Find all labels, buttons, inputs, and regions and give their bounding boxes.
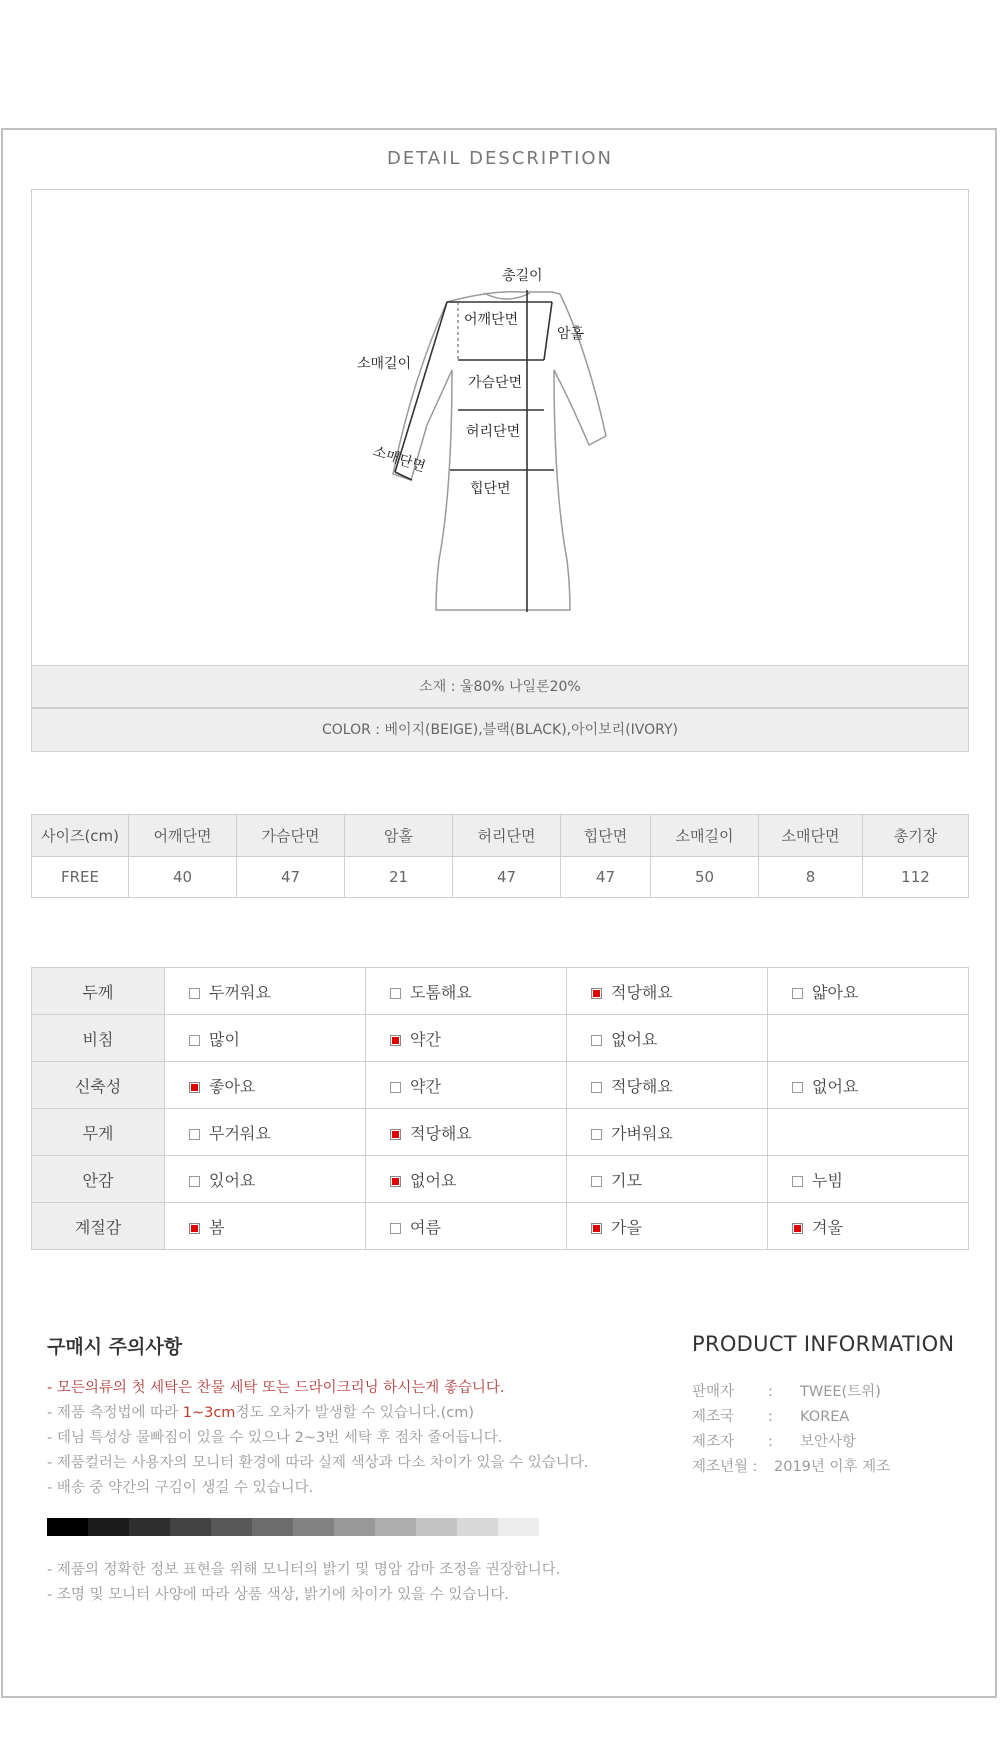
size-table xyxy=(31,814,969,898)
property-label: 계절감 xyxy=(32,1203,165,1250)
option-label: 없어요 xyxy=(812,1076,859,1096)
grayscale-swatch xyxy=(129,1518,170,1536)
property-option xyxy=(567,968,768,1015)
list-item: - 제품의 정확한 정보 표현을 위해 모니터의 밝기 및 명암 감마 조정을 권장합니다. xyxy=(47,1562,561,1578)
option-label: 여름 xyxy=(410,1217,441,1237)
cell-sleeve-length: 50 xyxy=(651,857,759,898)
color-row: COLOR : 베이지(BEIGE),블랙(BLACK),아이보리(IVORY) xyxy=(31,708,969,752)
header-waist: 허리단면 xyxy=(453,815,561,857)
grayscale-swatch xyxy=(47,1518,88,1536)
cell-total-length: 112 xyxy=(863,857,969,898)
property-option xyxy=(567,1156,768,1203)
fabric-properties-table xyxy=(31,967,969,1250)
property-option xyxy=(567,1203,768,1250)
product-info-title: PRODUCT INFORMATION xyxy=(692,1332,955,1356)
property-option xyxy=(165,1203,366,1250)
list-item xyxy=(47,1401,588,1426)
unchecked-box-icon xyxy=(792,1082,803,1093)
property-label: 안감 xyxy=(32,1156,165,1203)
table-row xyxy=(32,857,969,898)
cell-shoulder: 40 xyxy=(129,857,237,898)
garment-illustration xyxy=(31,189,969,665)
option-label: 많이 xyxy=(209,1029,240,1049)
property-option xyxy=(366,1156,567,1203)
unchecked-box-icon xyxy=(591,1176,602,1187)
unchecked-box-icon xyxy=(390,1223,401,1234)
product-info-list xyxy=(692,1380,890,1480)
property-label: 무게 xyxy=(32,1109,165,1156)
list-item: - 데님 특성상 물빠짐이 있을 수 있으나 2~3번 세탁 후 점차 줄어듭니다. xyxy=(47,1430,503,1446)
note-text: - 제품 측정법에 따라 xyxy=(47,1405,183,1421)
property-option xyxy=(567,1062,768,1109)
unchecked-box-icon xyxy=(189,988,200,999)
checked-box-icon xyxy=(390,1176,401,1187)
label-cuff: 소매단면 xyxy=(370,443,428,476)
option-label: 두꺼워요 xyxy=(209,982,271,1002)
property-option xyxy=(768,968,969,1015)
product-info-value: 2019년 이후 제조 xyxy=(774,1459,891,1475)
property-option xyxy=(768,1156,969,1203)
option-label: 적당해요 xyxy=(611,982,673,1002)
property-option xyxy=(768,1015,969,1062)
unchecked-box-icon xyxy=(591,1129,602,1140)
property-label: 신축성 xyxy=(32,1062,165,1109)
unchecked-box-icon xyxy=(591,1035,602,1046)
property-option xyxy=(366,1015,567,1062)
unchecked-box-icon xyxy=(390,988,401,999)
option-label: 봄 xyxy=(209,1217,225,1237)
property-option xyxy=(366,968,567,1015)
option-label: 약간 xyxy=(410,1029,441,1049)
cell-size: FREE xyxy=(32,857,129,898)
option-label: 있어요 xyxy=(209,1170,256,1190)
table-row xyxy=(32,1203,969,1250)
header-chest: 가슴단면 xyxy=(237,815,345,857)
label-sleeve-length: 소매길이 xyxy=(357,356,412,372)
unchecked-box-icon xyxy=(189,1035,200,1046)
label-waist: 허리단면 xyxy=(466,424,521,440)
product-info-row xyxy=(692,1455,890,1480)
checked-box-icon xyxy=(189,1082,200,1093)
label-chest: 가슴단면 xyxy=(468,375,523,391)
note-text: 정도 오차가 발생할 수 있습니다.(cm) xyxy=(235,1405,474,1421)
header-total-length: 총기장 xyxy=(863,815,969,857)
property-option xyxy=(768,1203,969,1250)
table-row xyxy=(32,1062,969,1109)
unchecked-box-icon xyxy=(591,1082,602,1093)
armhole-line xyxy=(544,302,552,360)
product-info-key: 판매자 xyxy=(692,1384,735,1400)
grayscale-swatch xyxy=(170,1518,211,1536)
product-info-value: 보안사항 xyxy=(800,1434,857,1450)
product-info-key: 제조국 xyxy=(692,1409,735,1425)
option-label: 적당해요 xyxy=(611,1076,673,1096)
option-label: 무거워요 xyxy=(209,1123,271,1143)
option-label: 겨울 xyxy=(812,1217,843,1237)
property-option xyxy=(165,1109,366,1156)
grayscale-swatch xyxy=(293,1518,334,1536)
material-row: 소재 : 울80% 나일론20% xyxy=(31,665,969,708)
property-option xyxy=(366,1062,567,1109)
product-info-key: 제조년월 : xyxy=(692,1459,758,1475)
grayscale-swatch xyxy=(334,1518,375,1536)
table-row xyxy=(32,968,969,1015)
property-option xyxy=(567,1109,768,1156)
option-label: 도톰해요 xyxy=(410,982,472,1002)
option-label: 없어요 xyxy=(410,1170,457,1190)
product-info-value: KOREA xyxy=(800,1409,850,1425)
grayscale-swatch xyxy=(416,1518,457,1536)
list-item: - 배송 중 약간의 구김이 생길 수 있습니다. xyxy=(47,1480,314,1496)
option-label: 없어요 xyxy=(611,1029,658,1049)
property-option xyxy=(165,1156,366,1203)
product-info-row xyxy=(692,1380,890,1405)
option-label: 기모 xyxy=(611,1170,642,1190)
checked-box-icon xyxy=(390,1035,401,1046)
list-item: - 모든의류의 첫 세탁은 찬물 세탁 또는 드라이크리닝 하시는게 좋습니다. xyxy=(47,1380,505,1396)
cell-chest: 47 xyxy=(237,857,345,898)
unchecked-box-icon xyxy=(792,1176,803,1187)
grayscale-swatch xyxy=(375,1518,416,1536)
property-option xyxy=(165,1062,366,1109)
property-option xyxy=(768,1062,969,1109)
table-row xyxy=(32,1015,969,1062)
header-armhole: 암홀 xyxy=(345,815,453,857)
purchase-notes-list xyxy=(47,1376,588,1501)
header-sleeve-length: 소매길이 xyxy=(651,815,759,857)
grayscale-swatch xyxy=(498,1518,539,1536)
coat-diagram xyxy=(32,190,970,666)
list-item: - 제품컬러는 사용자의 모니터 환경에 따라 실제 색상과 다소 차이가 있을 수 있습니다. xyxy=(47,1455,589,1471)
purchase-notes-title: 구매시 주의사항 xyxy=(47,1336,183,1358)
property-option xyxy=(366,1109,567,1156)
header-size: 사이즈(cm) xyxy=(32,815,129,857)
cell-cuff: 8 xyxy=(759,857,863,898)
cell-hip: 47 xyxy=(561,857,651,898)
header-cuff: 소매단면 xyxy=(759,815,863,857)
size-table-header xyxy=(32,815,969,857)
checked-box-icon xyxy=(591,1223,602,1234)
label-hip: 힙단면 xyxy=(470,481,511,497)
product-info-row xyxy=(692,1430,890,1455)
option-label: 누빔 xyxy=(812,1170,843,1190)
product-info-sep: : xyxy=(768,1409,773,1425)
detail-title: DETAIL DESCRIPTION xyxy=(386,148,614,169)
grayscale-swatch xyxy=(88,1518,129,1536)
grayscale-swatch xyxy=(252,1518,293,1536)
property-label: 비침 xyxy=(32,1015,165,1062)
grayscale-swatch xyxy=(457,1518,498,1536)
checked-box-icon xyxy=(189,1223,200,1234)
product-info-value: TWEE(트위) xyxy=(800,1384,881,1400)
property-option xyxy=(165,968,366,1015)
note-highlight: 1~3cm xyxy=(182,1405,236,1421)
product-info-sep: : xyxy=(768,1434,773,1450)
property-option xyxy=(165,1015,366,1062)
property-option xyxy=(567,1015,768,1062)
option-label: 얇아요 xyxy=(812,982,859,1002)
grayscale-swatch xyxy=(211,1518,252,1536)
monitor-notes-list xyxy=(47,1558,560,1608)
table-row xyxy=(32,1109,969,1156)
checked-box-icon xyxy=(390,1129,401,1140)
unchecked-box-icon xyxy=(189,1176,200,1187)
checked-box-icon xyxy=(591,988,602,999)
property-option xyxy=(366,1203,567,1250)
product-info-sep: : xyxy=(768,1384,773,1400)
property-option xyxy=(768,1109,969,1156)
header-hip: 힙단면 xyxy=(561,815,651,857)
option-label: 가을 xyxy=(611,1217,642,1237)
header-shoulder: 어깨단면 xyxy=(129,815,237,857)
grayscale-calibration-bar xyxy=(47,1518,539,1536)
unchecked-box-icon xyxy=(792,988,803,999)
unchecked-box-icon xyxy=(189,1129,200,1140)
option-label: 좋아요 xyxy=(209,1076,256,1096)
option-label: 가벼워요 xyxy=(611,1123,673,1143)
cell-armhole: 21 xyxy=(345,857,453,898)
unchecked-box-icon xyxy=(390,1082,401,1093)
cell-waist: 47 xyxy=(453,857,561,898)
product-info-key: 제조자 xyxy=(692,1434,735,1450)
property-label: 두께 xyxy=(32,968,165,1015)
checked-box-icon xyxy=(792,1223,803,1234)
option-label: 약간 xyxy=(410,1076,441,1096)
label-armhole: 암홀 xyxy=(557,326,585,342)
product-info-row xyxy=(692,1405,890,1430)
table-row xyxy=(32,1156,969,1203)
label-shoulder: 어깨단면 xyxy=(464,312,519,328)
list-item: - 조명 및 모니터 사양에 따라 상품 색상, 밝기에 차이가 있을 수 있습니다. xyxy=(47,1587,509,1603)
label-total-length: 총길이 xyxy=(502,268,543,284)
option-label: 적당해요 xyxy=(410,1123,472,1143)
